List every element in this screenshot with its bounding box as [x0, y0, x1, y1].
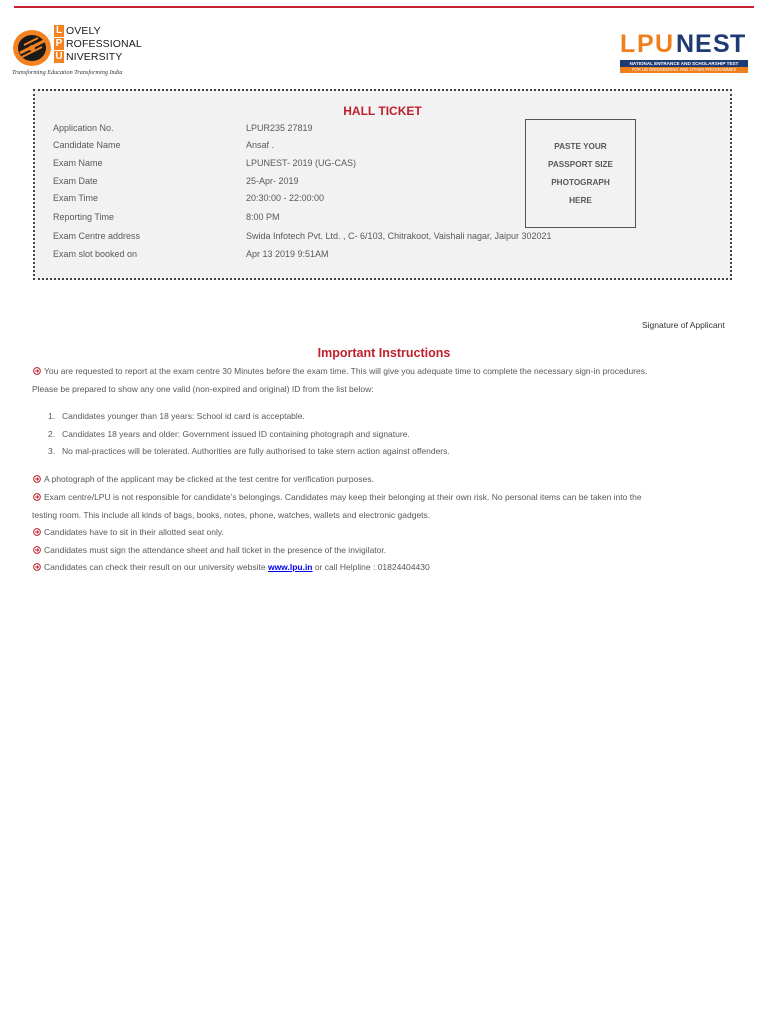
arrow-bullet-icon: [33, 563, 41, 571]
lpu-letter-p: P: [55, 38, 63, 49]
nest-letter-s: S: [713, 30, 730, 58]
lpu-letter-l: L: [55, 25, 63, 36]
exam-date-value: 25-Apr- 2019: [246, 176, 299, 186]
exam-date-label: Exam Date: [53, 176, 98, 186]
arrow-bullet-icon: [33, 528, 41, 536]
result-note: [44, 562, 430, 572]
arrow-bullet-icon: [33, 493, 41, 501]
slot-booked-value: Apr 13 2019 9:51AM: [246, 249, 329, 259]
belongings-line-1: Exam centre/LPU is not responsible for candidate’s belongings. Candidates may keep their belonging at their own risk. No personal items can be taken into the: [44, 492, 642, 502]
arrow-bullet-icon: [33, 475, 41, 483]
arrow-bullet-icon: [33, 546, 41, 554]
lpu-word-lovely: OVELY: [66, 25, 101, 37]
lpu-crest-icon: [12, 29, 52, 67]
exam-time-label: Exam Time: [53, 193, 99, 203]
top-rule: [14, 6, 754, 8]
seat-note: Candidates have to sit in their allotted seat only.: [44, 527, 224, 537]
reporting-time-value: 8:00 PM: [246, 212, 280, 222]
photo-line-2: PASSPORT SIZE: [548, 160, 613, 169]
list-item-2: Candidates 18 years and older: Government issued ID containing photograph and signature.: [62, 429, 410, 439]
nest-letter-u: U: [655, 30, 674, 58]
candidate-name-label: Candidate Name: [53, 140, 121, 150]
instructions-title: Important Instructions: [317, 346, 451, 360]
lpu-word-professional: ROFESSIONAL: [66, 38, 142, 50]
exam-time-value: 20:30:00 - 22:00:00: [246, 193, 325, 203]
intro-line-1: You are requested to report at the exam centre 30 Minutes before the exam time. This will give you adequate time to complete the necessary sign-in procedures.: [44, 366, 648, 376]
application-no-label: Application No.: [53, 123, 114, 133]
hall-ticket-box: [33, 89, 732, 280]
application-no-value: LPUR235 27819: [246, 123, 313, 133]
nest-letter-p: P: [637, 30, 654, 58]
photo-line-3: PHOTOGRAPH: [551, 178, 610, 187]
arrow-bullet-icon: [33, 367, 41, 375]
list-number-2: 2.: [48, 429, 56, 439]
nest-letter-e: E: [695, 30, 712, 58]
lpu-letter-u: U: [55, 51, 63, 62]
photo-line-1: PASTE YOUR: [554, 142, 607, 151]
result-suffix: or call Helpline : 01824404430: [312, 562, 430, 572]
candidate-name-value: Ansaf .: [246, 140, 275, 150]
exam-centre-label: Exam Centre address: [53, 231, 141, 241]
exam-name-label: Exam Name: [53, 158, 103, 168]
nest-subtitle-2: FOR UG ENGINEERING AND OTHER PROGRAMMES: [620, 67, 748, 73]
exam-centre-value: Swida Infotech Pvt. Ltd. , C- 6/103, Chitrakoot, Vaishali nagar, Jaipur 302021: [246, 231, 552, 241]
signature-label: Signature of Applicant: [642, 320, 725, 330]
sign-note: Candidates must sign the attendance sheet and hall ticket in the presence of the invigilator.: [44, 545, 387, 555]
list-item-3: No mal-practices will be tolerated. Authorities are fully authorised to take stern action against offenders.: [62, 446, 450, 456]
lpunest-logo: [620, 30, 748, 74]
nest-letter-t: T: [730, 30, 746, 58]
reporting-time-label: Reporting Time: [53, 212, 115, 222]
lpu-logo: [12, 25, 142, 79]
slot-booked-label: Exam slot booked on: [53, 249, 138, 259]
belongings-line-2: testing room. This include all kinds of bags, books, notes, phone, watches, wallets and electronic gadgets.: [32, 510, 431, 520]
photo-placeholder: [525, 119, 636, 228]
nest-letter-n: N: [676, 30, 695, 58]
nest-letter-l: L: [620, 30, 636, 58]
exam-name-value: LPUNEST- 2019 (UG-CAS): [246, 158, 357, 168]
photo-note: A photograph of the applicant may be clicked at the test centre for verification purposes.: [44, 474, 374, 484]
hall-ticket-title: HALL TICKET: [343, 104, 422, 118]
intro-line-2: Please be prepared to show any one valid (non-expired and original) ID from the list below:: [32, 384, 374, 394]
lpu-website-link[interactable]: www.lpu.in: [267, 562, 313, 572]
photo-line-4: HERE: [569, 196, 592, 205]
list-number-3: 3.: [48, 446, 56, 456]
result-prefix: Candidates can check their result on our university website: [44, 562, 268, 572]
list-item-1: Candidates younger than 18 years: School id card is acceptable.: [62, 411, 305, 421]
nest-subtitle: NATIONAL ENTRANCE AND SCHOLARSHIP TEST: [620, 60, 748, 67]
lpu-word-university: NIVERSITY: [66, 51, 123, 63]
lpu-tagline: Transforming Education Transforming India: [12, 69, 123, 76]
list-number-1: 1.: [48, 411, 56, 421]
